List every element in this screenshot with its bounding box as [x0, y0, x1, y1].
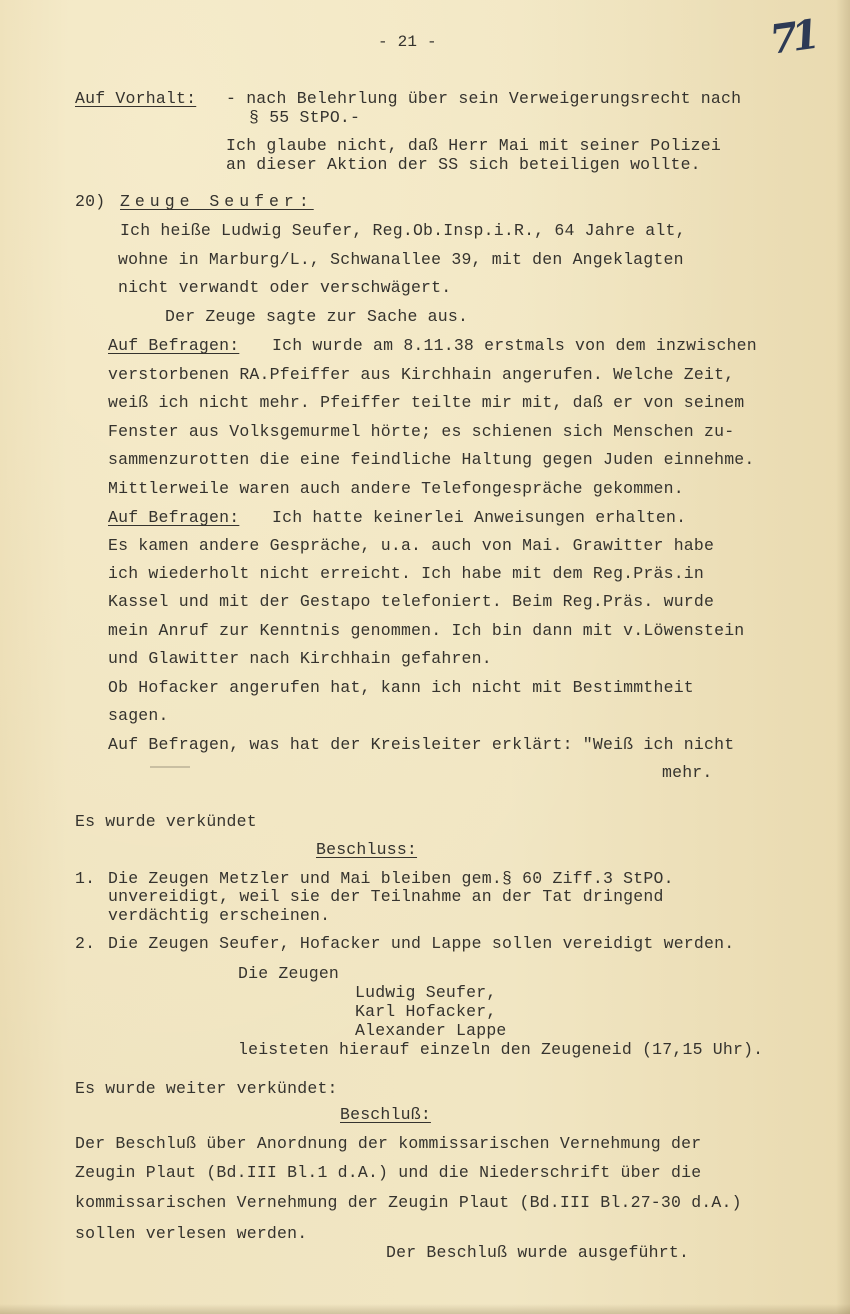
verdict-item-number: 2.	[75, 934, 96, 953]
witness-line: wohne in Marburg/L., Schwanallee 39, mit den Angeklagten	[118, 250, 684, 269]
oath-name: Ludwig Seufer,	[355, 983, 497, 1002]
befragen-label: Auf Befragen:	[108, 508, 240, 527]
verdict-intro: Es wurde weiter verkündet:	[75, 1079, 338, 1098]
witness-line: nicht verwandt oder verschwägert.	[118, 278, 452, 297]
vorhalt-line: § 55 StPO.-	[249, 108, 361, 127]
oath-intro: Die Zeugen	[238, 964, 340, 983]
witness-line: ich wiederholt nicht erreicht. Ich habe mit dem Reg.Präs.in	[108, 564, 704, 583]
witness-line: Es kamen andere Gespräche, u.a. auch von Mai. Grawitter habe	[108, 536, 715, 555]
oath-text: leisteten hierauf einzeln den Zeugeneid (17,15 Uhr).	[238, 1040, 764, 1059]
befragen-label: Auf Befragen:	[108, 336, 240, 355]
vorhalt-line: Ich glaube nicht, daß Herr Mai mit seiner Polizei	[226, 136, 721, 155]
witness-line: sagen.	[108, 706, 169, 725]
witness-line: Ich heiße Ludwig Seufer, Reg.Ob.Insp.i.R., 64 Jahre alt,	[120, 221, 686, 240]
witness-line: sammenzurotten die eine feindliche Haltung gegen Juden einnehme.	[108, 450, 755, 469]
ink-smudge	[150, 766, 190, 768]
witness-number: 20)	[75, 192, 106, 211]
verdict-line: unvereidigt, weil sie der Teilnahme an der Tat dringend	[108, 887, 664, 906]
verdict-line: kommissarischen Vernehmung der Zeugin Plaut (Bd.III Bl.27-30 d.A.)	[75, 1193, 742, 1212]
verdict-executed: Der Beschluß wurde ausgeführt.	[386, 1243, 690, 1262]
witness-line: Ich hatte keinerlei Anweisungen erhalten.	[272, 508, 687, 527]
verdict-intro: Es wurde verkündet	[75, 812, 257, 831]
vorhalt-line: an dieser Aktion der SS sich beteiligen wollte.	[226, 155, 701, 174]
witness-line: Ob Hofacker angerufen hat, kann ich nicht mit Bestimmtheit	[108, 678, 694, 697]
witness-line: weiß ich nicht mehr. Pfeiffer teilte mir mit, daß er von seinem	[108, 393, 745, 412]
verdict-line: Zeugin Plaut (Bd.III Bl.1 d.A.) und die Niederschrift über die	[75, 1163, 702, 1182]
witness-line: Kassel und mit der Gestapo telefoniert. Beim Reg.Präs. wurde	[108, 592, 715, 611]
verdict-line: Die Zeugen Seufer, Hofacker und Lappe sollen vereidigt werden.	[108, 934, 735, 953]
witness-line: mehr.	[662, 763, 713, 782]
verdict-heading: Beschluß:	[340, 1105, 431, 1124]
verdict-line: Der Beschluß über Anordnung der kommissarischen Vernehmung der	[75, 1134, 702, 1153]
verdict-item-number: 1.	[75, 869, 96, 888]
witness-line: mein Anruf zur Kenntnis genommen. Ich bin dann mit v.Löwenstein	[108, 621, 745, 640]
verdict-line: verdächtig erscheinen.	[108, 906, 331, 925]
witness-line: Der Zeuge sagte zur Sache aus.	[165, 307, 469, 326]
oath-name: Karl Hofacker,	[355, 1002, 497, 1021]
verdict-line: sollen verlesen werden.	[75, 1224, 308, 1243]
witness-line: verstorbenen RA.Pfeiffer aus Kirchhain angerufen. Welche Zeit,	[108, 365, 735, 384]
witness-line: Fenster aus Volksgemurmel hörte; es schienen sich Menschen zu-	[108, 422, 735, 441]
handwritten-folio-number: 71	[766, 11, 817, 64]
witness-line: Ich wurde am 8.11.38 erstmals von dem inzwischen	[272, 336, 757, 355]
witness-line: Auf Befragen, was hat der Kreisleiter erklärt: "Weiß ich nicht	[108, 735, 735, 754]
witness-line: und Glawitter nach Kirchhain gefahren.	[108, 649, 492, 668]
verdict-heading: Beschluss:	[316, 840, 418, 859]
oath-name: Alexander Lappe	[355, 1021, 507, 1040]
witness-line: Mittlerweile waren auch andere Telefongespräche gekommen.	[108, 479, 684, 498]
verdict-line: Die Zeugen Metzler und Mai bleiben gem.§ 60 Ziff.3 StPO.	[108, 869, 674, 888]
vorhalt-line: - nach Belehrlung über sein Verweigerungsrecht nach	[226, 89, 742, 108]
page-edge-shadow	[836, 0, 850, 1314]
vorhalt-label: Auf Vorhalt:	[75, 89, 197, 108]
page-number: - 21 -	[378, 33, 437, 51]
page-edge-shadow	[0, 1304, 850, 1314]
witness-heading: Zeuge Seufer:	[120, 192, 314, 211]
